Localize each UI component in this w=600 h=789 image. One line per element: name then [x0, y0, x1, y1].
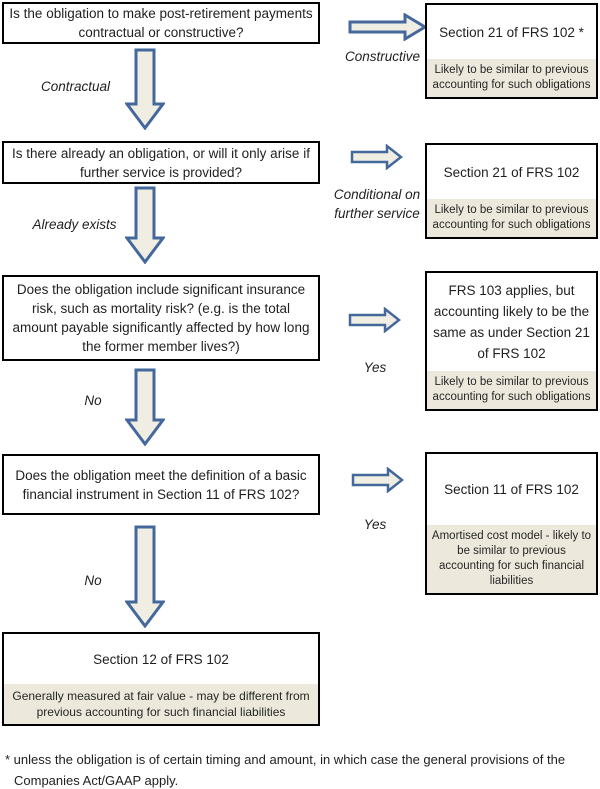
branch-label-contractual: Contractual	[40, 79, 111, 94]
outcome-note-2: Likely to be similar to previous accounting for such obligations	[427, 199, 596, 237]
question-box-2	[2, 141, 320, 184]
question-box-1	[2, 2, 320, 44]
branch-label-already-exists: Already exists	[32, 217, 117, 232]
right-arrow-3	[348, 307, 401, 333]
outcome-box-2	[425, 143, 598, 239]
question-text-3: Does the obligation include significant insurance risk, such as mortality risk? (e.g. is the total amount payable significantly affected by how long the former member lives?)	[12, 282, 310, 354]
branch-label-no-2: No	[84, 573, 102, 588]
outcome-box-3	[425, 271, 598, 411]
branch-label-yes-1: Yes	[363, 360, 387, 375]
final-outcome-note: Generally measured at fair value - may be different from previous accounting for such financial liabilities	[4, 684, 318, 724]
down-arrow-1	[125, 48, 165, 130]
right-arrow-3-glyph	[348, 307, 401, 333]
down-arrow-2	[125, 186, 165, 264]
question-text-1: Is the obligation to make post-retirement payments contractual or constructive?	[9, 6, 313, 40]
right-arrow-2-glyph	[350, 144, 403, 170]
right-arrow-4	[351, 467, 404, 493]
question-box-4	[2, 454, 320, 515]
branch-label-no-1: No	[84, 393, 102, 408]
branch-label-constructive: Constructive	[344, 49, 421, 64]
down-arrow-3-glyph	[125, 368, 165, 446]
question-box-3	[2, 275, 320, 361]
outcome-note-4: Amortised cost model - likely to be similar to previous accounting for such financial liabilities	[427, 525, 596, 593]
right-arrow-1-glyph	[348, 13, 427, 41]
outcome-title-1: Section 21 of FRS 102 *	[439, 24, 584, 40]
down-arrow-2-glyph	[125, 186, 165, 264]
branch-label-conditional: Conditional on further service	[333, 187, 421, 221]
footnote: * unless the obligation is of certain timing and amount, in which case the general provisions of the Companies Act/GAAP apply.	[5, 752, 566, 788]
branch-label-yes-2: Yes	[363, 517, 387, 532]
outcome-box-1	[425, 3, 598, 99]
question-text-2: Is there already an obligation, or will it only arise if further service is provided?	[12, 145, 310, 180]
right-arrow-2	[350, 144, 403, 170]
outcome-title-2: Section 21 of FRS 102	[443, 164, 580, 180]
outcome-title-4: Section 11 of FRS 102	[444, 482, 579, 497]
outcome-note-1: Likely to be similar to previous accounting for such obligations	[427, 59, 596, 97]
final-outcome-box	[2, 632, 320, 726]
outcome-note-3: Likely to be similar to previous accounting for such obligations	[427, 371, 596, 409]
outcome-title-3: FRS 103 applies, but accounting likely to be the same as under Section 21 of FRS 102	[433, 283, 590, 361]
down-arrow-4-glyph	[125, 525, 165, 628]
right-arrow-4-glyph	[351, 467, 404, 493]
right-arrow-1	[348, 13, 427, 41]
down-arrow-4	[125, 525, 165, 628]
outcome-box-4	[425, 452, 598, 595]
question-text-4: Does the obligation meet the definition of a basic financial instrument in Section 11 of FRS 102?	[15, 467, 307, 502]
down-arrow-3	[125, 368, 165, 446]
down-arrow-1-glyph	[125, 48, 165, 130]
final-outcome-title: Section 12 of FRS 102	[93, 651, 229, 667]
